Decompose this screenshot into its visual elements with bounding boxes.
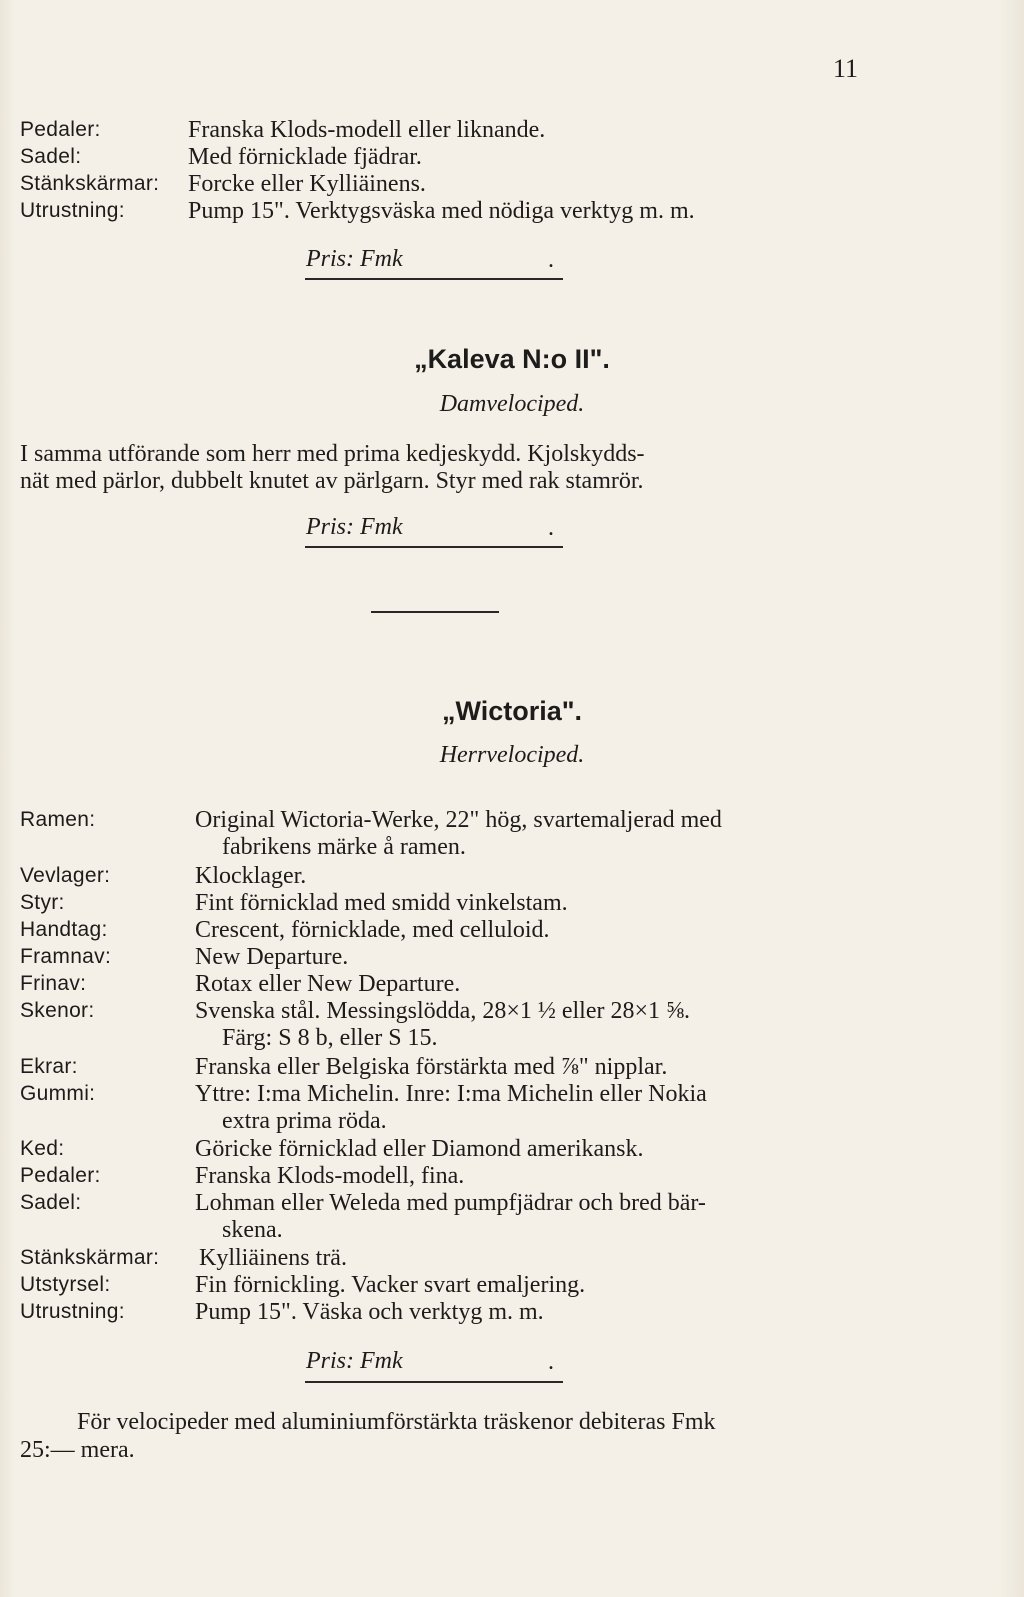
spec-label: Stänkskärmar: bbox=[20, 1246, 160, 1269]
spec-value-continued: extra prima röda. bbox=[222, 1108, 387, 1134]
spec-label: Sadel: bbox=[20, 145, 82, 168]
price-underline bbox=[305, 1381, 563, 1383]
model-title-wictoria: „Wictoria". bbox=[441, 696, 583, 726]
spec-value: Kylliäinens trä. bbox=[199, 1245, 347, 1271]
spec-label: Vevlager: bbox=[20, 864, 111, 887]
spec-label: Stänkskärmar: bbox=[20, 172, 160, 195]
price-dot: . bbox=[548, 1349, 554, 1375]
spec-value: Franska Klods-modell eller liknande. bbox=[188, 117, 546, 143]
spec-label: Pedaler: bbox=[20, 118, 101, 141]
spec-label: Pedaler: bbox=[20, 1164, 101, 1187]
spec-value: Fin förnickling. Vacker svart emaljering. bbox=[195, 1272, 586, 1298]
spec-label: Utrustning: bbox=[20, 199, 125, 222]
spec-value: Crescent, förnicklade, med celluloid. bbox=[195, 917, 550, 943]
price-underline bbox=[305, 546, 563, 548]
model-subtitle-wictoria: Herrvelociped. bbox=[439, 742, 585, 768]
spec-value: Klocklager. bbox=[195, 863, 307, 889]
spec-value: Yttre: I:ma Michelin. Inre: I:ma Michelin eller Nokia bbox=[195, 1081, 707, 1107]
price-underline bbox=[305, 278, 563, 280]
spec-value: Med förnicklade fjädrar. bbox=[188, 144, 422, 170]
spec-value: Franska Klods-modell, fina. bbox=[195, 1163, 465, 1189]
section-divider bbox=[371, 611, 499, 613]
spec-value: Forcke eller Kylliäinens. bbox=[188, 171, 426, 197]
spec-value: Lohman eller Weleda med pumpfjädrar och bred bär- bbox=[195, 1190, 706, 1216]
spec-value-continued: Färg: S 8 b, eller S 15. bbox=[222, 1025, 438, 1051]
spec-value: Göricke förnicklad eller Diamond amerikansk. bbox=[195, 1136, 644, 1162]
price-label: Pris: Fmk bbox=[306, 1348, 403, 1374]
spec-value: Pump 15". Verktygsväska med nödiga verktyg m. m. bbox=[188, 198, 695, 224]
spec-label: Gummi: bbox=[20, 1082, 96, 1105]
footnote-line: 25:— mera. bbox=[20, 1437, 135, 1463]
spec-value: Fint förnicklad med smidd vinkelstam. bbox=[195, 890, 568, 916]
spec-label: Utrustning: bbox=[20, 1300, 125, 1323]
spec-label: Sadel: bbox=[20, 1191, 82, 1214]
spec-label: Handtag: bbox=[20, 918, 108, 941]
spec-value-continued: skena. bbox=[222, 1217, 283, 1243]
spec-label: Ked: bbox=[20, 1137, 65, 1160]
page-number: 11 bbox=[833, 54, 859, 83]
spec-value: Rotax eller New Departure. bbox=[195, 971, 461, 997]
spec-value: Svenska stål. Messingslödda, 28×1 ½ eller 28×1 ⅝. bbox=[195, 998, 691, 1024]
spec-label: Framnav: bbox=[20, 945, 112, 968]
description-line: nät med pärlor, dubbelt knutet av pärlgarn. Styr med rak stamrör. bbox=[20, 468, 644, 494]
spec-value: New Departure. bbox=[195, 944, 349, 970]
spec-label: Ramen: bbox=[20, 808, 96, 831]
price-label: Pris: Fmk bbox=[306, 246, 403, 272]
spec-label: Utstyrsel: bbox=[20, 1273, 111, 1296]
spec-label: Ekrar: bbox=[20, 1055, 78, 1078]
price-dot: . bbox=[548, 247, 554, 273]
model-title-kaleva: „Kaleva N:o II". bbox=[414, 344, 610, 374]
price-dot: . bbox=[548, 515, 554, 541]
spec-value: Franska eller Belgiska förstärkta med ⅞" nipplar. bbox=[195, 1054, 668, 1080]
footnote-line: För velocipeder med aluminiumförstärkta träskenor debiteras Fmk bbox=[77, 1409, 716, 1435]
price-label: Pris: Fmk bbox=[306, 514, 403, 540]
description-line: I samma utförande som herr med prima kedjeskydd. Kjolskydds- bbox=[20, 441, 645, 467]
spec-label: Styr: bbox=[20, 891, 65, 914]
spec-label: Frinav: bbox=[20, 972, 87, 995]
model-subtitle-kaleva: Damvelociped. bbox=[439, 391, 585, 417]
spec-value: Pump 15". Väska och verktyg m. m. bbox=[195, 1299, 544, 1325]
spec-label: Skenor: bbox=[20, 999, 95, 1022]
spec-value: Original Wictoria-Werke, 22" hög, svartemaljerad med bbox=[195, 807, 722, 833]
spec-value-continued: fabrikens märke å ramen. bbox=[222, 834, 466, 860]
